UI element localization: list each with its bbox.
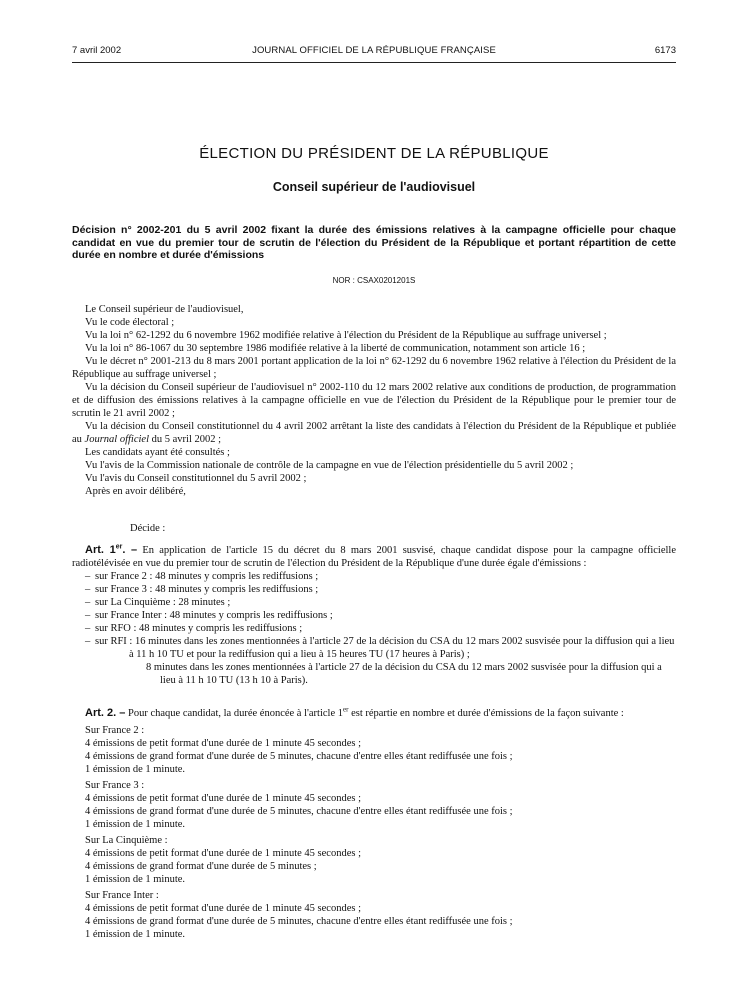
channel-line: 1 émission de 1 minute. [85, 819, 186, 830]
preamble-line: Vu la décision du Conseil constitutionnel du 4 avril 2002 arrêtant la liste des candidats à l'élection du Président de la République et publiée au Journal officiel du 5 avril 2002 ; [72, 421, 676, 445]
preamble-line: Après en avoir délibéré, [85, 486, 186, 497]
channel-line: 4 émissions de grand format d'une durée de 5 minutes, chacune d'entre elles étant rediffusée une fois ; [85, 916, 513, 927]
list-item: – sur RFI : 16 minutes dans les zones mentionnées à l'article 27 de la décision du CSA du 12 mars 2002 susvisée pour la diffusion qui a lieu à 11 h 10 TU et pour la rediffusion qui a lieu à 15 heures TU (17 heures à Paris) ; [85, 636, 675, 660]
article-1-label: Art. 1er. – [85, 543, 138, 556]
list-item: – sur France Inter : 48 minutes y compris les rediffusions ; [85, 610, 333, 621]
decision-heading: Décision n° 2002-201 du 5 avril 2002 fixant la durée des émissions relatives à la campagne officielle pour chaque candidat en vue du premier tour de scrutin de l'élection du Président de la République et portant répartition de cette durée en nombre et durée d'émissions [72, 224, 676, 261]
header-page-number: 6173 [654, 45, 676, 56]
article-1 [72, 544, 676, 687]
article-2 [72, 707, 676, 941]
preamble [72, 303, 676, 498]
preamble-line: Vu le code électoral ; [85, 317, 175, 328]
channel-line: 1 émission de 1 minute. [85, 874, 186, 885]
channel-line: 4 émissions de petit format d'une durée de 1 minute 45 secondes ; [85, 738, 361, 749]
list-item-continuation: 8 minutes dans les zones mentionnées à l'article 27 de la décision du CSA du 12 mars 2002 susvisée pour la diffusion qui a lieu à 11 h 10 TU (13 h 10 à Paris). [146, 662, 662, 686]
nor-reference: NOR : CSAX0201201S [332, 276, 416, 285]
channel-line: 4 émissions de grand format d'une durée de 5 minutes ; [85, 861, 317, 872]
page-subtitle: Conseil supérieur de l'audiovisuel [272, 180, 476, 194]
channel-heading: Sur France Inter : [85, 890, 159, 901]
list-item: – sur RFO : 48 minutes y compris les rediffusions ; [85, 623, 303, 634]
channel-heading: Sur La Cinquième : [85, 835, 168, 846]
channel-line: 4 émissions de petit format d'une durée de 1 minute 45 secondes ; [85, 903, 361, 914]
channel-line: 1 émission de 1 minute. [85, 764, 186, 775]
channel-line: 4 émissions de grand format d'une durée de 5 minutes, chacune d'entre elles étant rediffusée une fois ; [85, 806, 513, 817]
article-2-intro: Art. 2. – Pour chaque candidat, la durée énoncée à l'article 1er est répartie en nombre et durée d'émissions de la façon suivante : [85, 705, 624, 719]
channel-heading: Sur France 3 : [85, 780, 145, 791]
preamble-line: Le Conseil supérieur de l'audiovisuel, [85, 304, 244, 315]
preamble-line: Les candidats ayant été consultés ; [85, 447, 230, 458]
channel-line: 4 émissions de petit format d'une durée de 1 minute 45 secondes ; [85, 793, 361, 804]
list-item: – sur France 2 : 48 minutes y compris les rediffusions ; [85, 571, 319, 582]
preamble-line: Vu le décret n° 2001-213 du 8 mars 2001 portant application de la loi n° 62-1292 du 6 novembre 1962 relative à l'élection du Président de la République au suffrage universel ; [72, 356, 676, 380]
channel-line: 4 émissions de grand format d'une durée de 5 minutes, chacune d'entre elles étant rediffusée une fois ; [85, 751, 513, 762]
preamble-line: Vu la décision du Conseil supérieur de l'audiovisuel n° 2002-110 du 12 mars 2002 relative aux conditions de production, de programmation et de diffusion des émissions relatives à la campagne officielle en vue de l'élection du Président de la République pour le premier tour de scrutin le 21 avril 2002 ; [72, 382, 676, 419]
channel-heading: Sur France 2 : [85, 725, 145, 736]
channel-line: 4 émissions de petit format d'une durée de 1 minute 45 secondes ; [85, 848, 361, 859]
list-item: – sur La Cinquième : 28 minutes ; [85, 597, 231, 608]
channel-line: 1 émission de 1 minute. [85, 929, 186, 940]
running-header [0, 45, 748, 59]
preamble-line: Vu la loi n° 62-1292 du 6 novembre 1962 modifiée relative à l'élection du Président de la République au suffrage universel ; [85, 330, 607, 341]
preamble-line: Vu la loi n° 86-1067 du 30 septembre 1986 modifiée relative à la liberté de communication, notamment son article 16 ; [85, 343, 586, 354]
header-journal-title: JOURNAL OFFICIEL DE LA RÉPUBLIQUE FRANÇAISE [252, 45, 496, 56]
journal-officiel-ref: Journal officiel [84, 434, 149, 445]
header-date: 7 avril 2002 [72, 45, 122, 56]
article-2-label: Art. 2. – [85, 707, 126, 719]
preamble-line: Vu l'avis du Conseil constitutionnel du 5 avril 2002 ; [85, 473, 307, 484]
list-item: – sur France 3 : 48 minutes y compris les rediffusions ; [85, 584, 319, 595]
decide-label: Décide : [130, 523, 166, 534]
page-title: ÉLECTION DU PRÉSIDENT DE LA RÉPUBLIQUE [199, 145, 549, 162]
preamble-line: Vu l'avis de la Commission nationale de contrôle de la campagne en vue de l'élection présidentielle du 5 avril 2002 ; [85, 460, 574, 471]
header-rule [72, 62, 676, 63]
article-1-intro: Art. 1er. – En application de l'article 15 du décret du 8 mars 2001 susvisé, chaque candidat dispose pour la campagne officielle radiotélévisée en vue du premier tour de scrutin de l'élection du Président de la République d'une durée égale d'émissions : [72, 543, 676, 569]
